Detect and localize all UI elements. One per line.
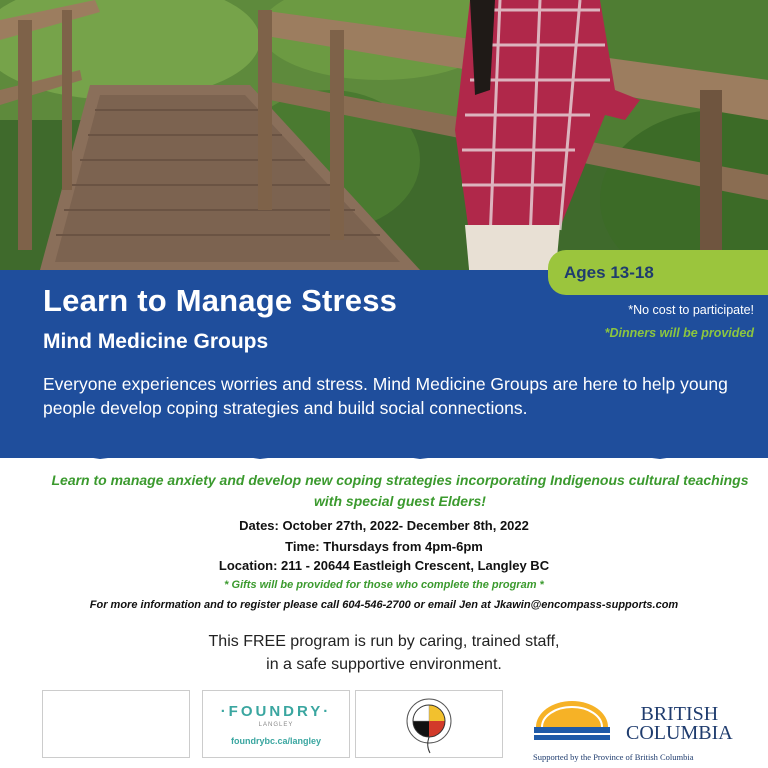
lead-text: Learn to manage anxiety and develop new coping strategies incorporating Indigenous cultural teachings with special guest Elders! — [51, 472, 749, 509]
ages-badge — [548, 250, 768, 295]
hero-photo — [0, 0, 768, 280]
foundry-name: ·FOUNDRY· — [220, 703, 332, 720]
blank-logo-box — [42, 690, 190, 758]
banner-torn-edge — [0, 446, 768, 466]
free-program-note — [0, 630, 768, 676]
medicine-wheel-icon — [356, 691, 502, 757]
time-text: Time: Thursdays from 4pm-6pm — [285, 539, 483, 554]
bc-support-text: Supported by the Province of British Columbia — [533, 752, 694, 762]
gifts-note: * Gifts will be provided for those who complete the program * — [224, 579, 544, 591]
foundry-location: LANGLEY — [258, 722, 294, 728]
location-text: Location: 211 - 20644 Eastleigh Crescent, Langley BC — [218, 558, 550, 573]
dates-text: Dates: October 27th, 2022- December 8th, 2022 — [239, 518, 529, 533]
contact-info: For more information and to register please call 604-546-2700 or email Jen at Jkawin@encompass-supports.com — [89, 599, 679, 611]
indigenous-org-logo — [355, 690, 503, 758]
no-cost-note: *No cost to participate! — [628, 303, 754, 317]
page-title: Learn to Manage Stress — [43, 283, 398, 318]
bc-sun-icon — [532, 697, 612, 747]
bc-wordmark — [626, 705, 733, 743]
page-subtitle: Mind Medicine Groups — [43, 330, 269, 353]
dinners-note: *Dinners will be provided — [604, 326, 754, 340]
bc-name-line-2: COLUMBIA — [626, 722, 733, 744]
ages-range: 13-18 — [610, 263, 654, 282]
bc-name-line-1: BRITISH — [640, 703, 719, 725]
free-line-1: This FREE program is run by caring, trained staff, — [208, 633, 560, 650]
intro-text: Everyone experiences worries and stress. Mind Medicine Groups are here to help young people develop coping strategies and build social connections. — [43, 374, 728, 418]
ages-label: Ages — [564, 263, 606, 282]
free-line-2: in a safe supportive environment. — [266, 656, 502, 673]
foundry-logo — [202, 690, 350, 758]
foundry-url: foundrybc.ca/langley — [230, 736, 322, 746]
